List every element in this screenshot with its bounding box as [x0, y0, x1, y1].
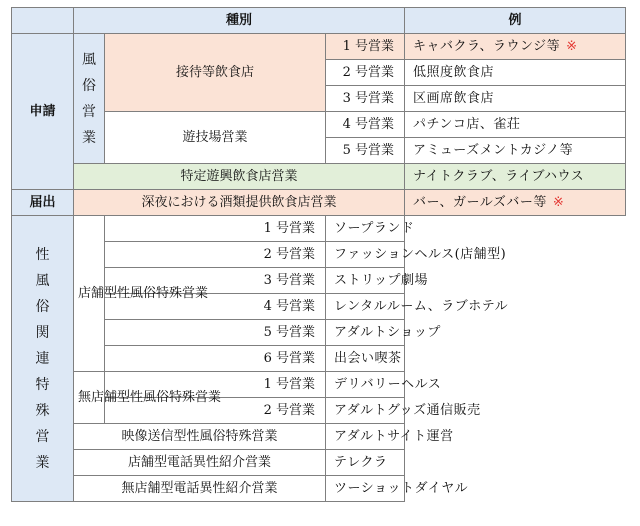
- row-number: 2 号営業: [105, 242, 326, 268]
- header-blank: [12, 8, 74, 34]
- row-example: ツーショットダイヤル: [326, 476, 405, 502]
- example-text: キャバクラ、ラウンジ等: [413, 38, 561, 54]
- vertical-char: 俗: [35, 298, 50, 315]
- row-example: アミューズメントカジノ等: [405, 138, 626, 164]
- eizo-name: 映像送信型性風俗特殊営業: [74, 424, 326, 450]
- vertical-char: 営: [82, 103, 96, 120]
- table-row: [12, 242, 626, 268]
- row-example: アダルトサイト運営: [326, 424, 405, 450]
- todokede-label: 届出: [12, 190, 74, 216]
- row-number: 6 号営業: [105, 346, 326, 372]
- vertical-char: 関: [35, 324, 50, 341]
- vertical-char: 連: [35, 350, 50, 367]
- vertical-char: 特: [35, 376, 50, 393]
- seifuzoku-vertical-label: [12, 216, 74, 502]
- row-example: デリバリーヘルス: [326, 372, 405, 398]
- fuzoku-vertical-label: [74, 34, 105, 164]
- vertical-char: 風: [35, 272, 50, 289]
- row-number: 5 号営業: [105, 320, 326, 346]
- table-row: [12, 216, 626, 242]
- table-row: [12, 450, 626, 476]
- header-row: [12, 8, 626, 34]
- row-number: 4 号営業: [105, 294, 326, 320]
- table-row: [12, 476, 626, 502]
- header-example: 例: [405, 8, 626, 34]
- example-text: バー、ガールズバー等: [413, 194, 547, 210]
- table-row: [12, 190, 626, 216]
- vertical-char: 風: [82, 51, 96, 68]
- vertical-char: 殊: [35, 402, 50, 419]
- row-number: 1 号営業: [105, 216, 326, 242]
- row-example: [405, 34, 626, 60]
- row-number: 3 号営業: [105, 268, 326, 294]
- row-example: 低照度飲食店: [405, 60, 626, 86]
- note-mark: ※: [552, 194, 565, 210]
- row-example: [405, 190, 626, 216]
- row-number: 2 号営業: [326, 60, 405, 86]
- settai-name: 接待等飲食店: [105, 34, 326, 112]
- table-row: [12, 372, 626, 398]
- mutenpo-denwa-name: 無店舗型電話異性紹介営業: [74, 476, 326, 502]
- vertical-char: 営: [35, 428, 50, 445]
- row-example: 区画席飲食店: [405, 86, 626, 112]
- row-example: ストリップ劇場: [326, 268, 405, 294]
- table-row: [12, 424, 626, 450]
- row-number: 2 号営業: [105, 398, 326, 424]
- vertical-char: 性: [35, 246, 50, 263]
- row-example: ナイトクラブ、ライブハウス: [405, 164, 626, 190]
- yugi-name: 遊技場営業: [105, 112, 326, 164]
- table-row: [12, 164, 626, 190]
- vertical-char: 業: [35, 454, 50, 471]
- row-number: 3 号営業: [326, 86, 405, 112]
- table-row: [12, 346, 626, 372]
- table-row: [12, 34, 626, 60]
- business-category-table: [11, 7, 626, 502]
- row-example: アダルトグッズ通信販売: [326, 398, 405, 424]
- row-number: 4 号営業: [326, 112, 405, 138]
- row-example: ソープランド: [326, 216, 405, 242]
- row-number: 5 号営業: [326, 138, 405, 164]
- row-example: テレクラ: [326, 450, 405, 476]
- row-example: パチンコ店、雀荘: [405, 112, 626, 138]
- row-number: 1 号営業: [105, 372, 326, 398]
- table-row: [12, 320, 626, 346]
- vertical-char: 業: [82, 129, 96, 146]
- row-example: レンタルルーム、ラブホテル: [326, 294, 405, 320]
- note-mark: ※: [566, 38, 578, 54]
- tokutei-name: 特定遊興飲食店営業: [74, 164, 405, 190]
- shinya-name: 深夜における酒類提供飲食店営業: [74, 190, 405, 216]
- row-example: 出会い喫茶: [326, 346, 405, 372]
- table-row: [12, 112, 626, 138]
- header-kind: 種別: [74, 8, 405, 34]
- row-example: アダルトショップ: [326, 320, 405, 346]
- vertical-char: 俗: [82, 77, 96, 94]
- row-example: ファッションヘルス(店舗型): [326, 242, 405, 268]
- mutenpo-name: 無店舗型性風俗特殊営業: [74, 372, 105, 424]
- tenpo-denwa-name: 店舗型電話異性紹介営業: [74, 450, 326, 476]
- row-number: 1 号営業: [326, 34, 405, 60]
- tenpo-name: 店舗型性風俗特殊営業: [74, 216, 105, 372]
- shinsei-label: 申請: [12, 34, 74, 190]
